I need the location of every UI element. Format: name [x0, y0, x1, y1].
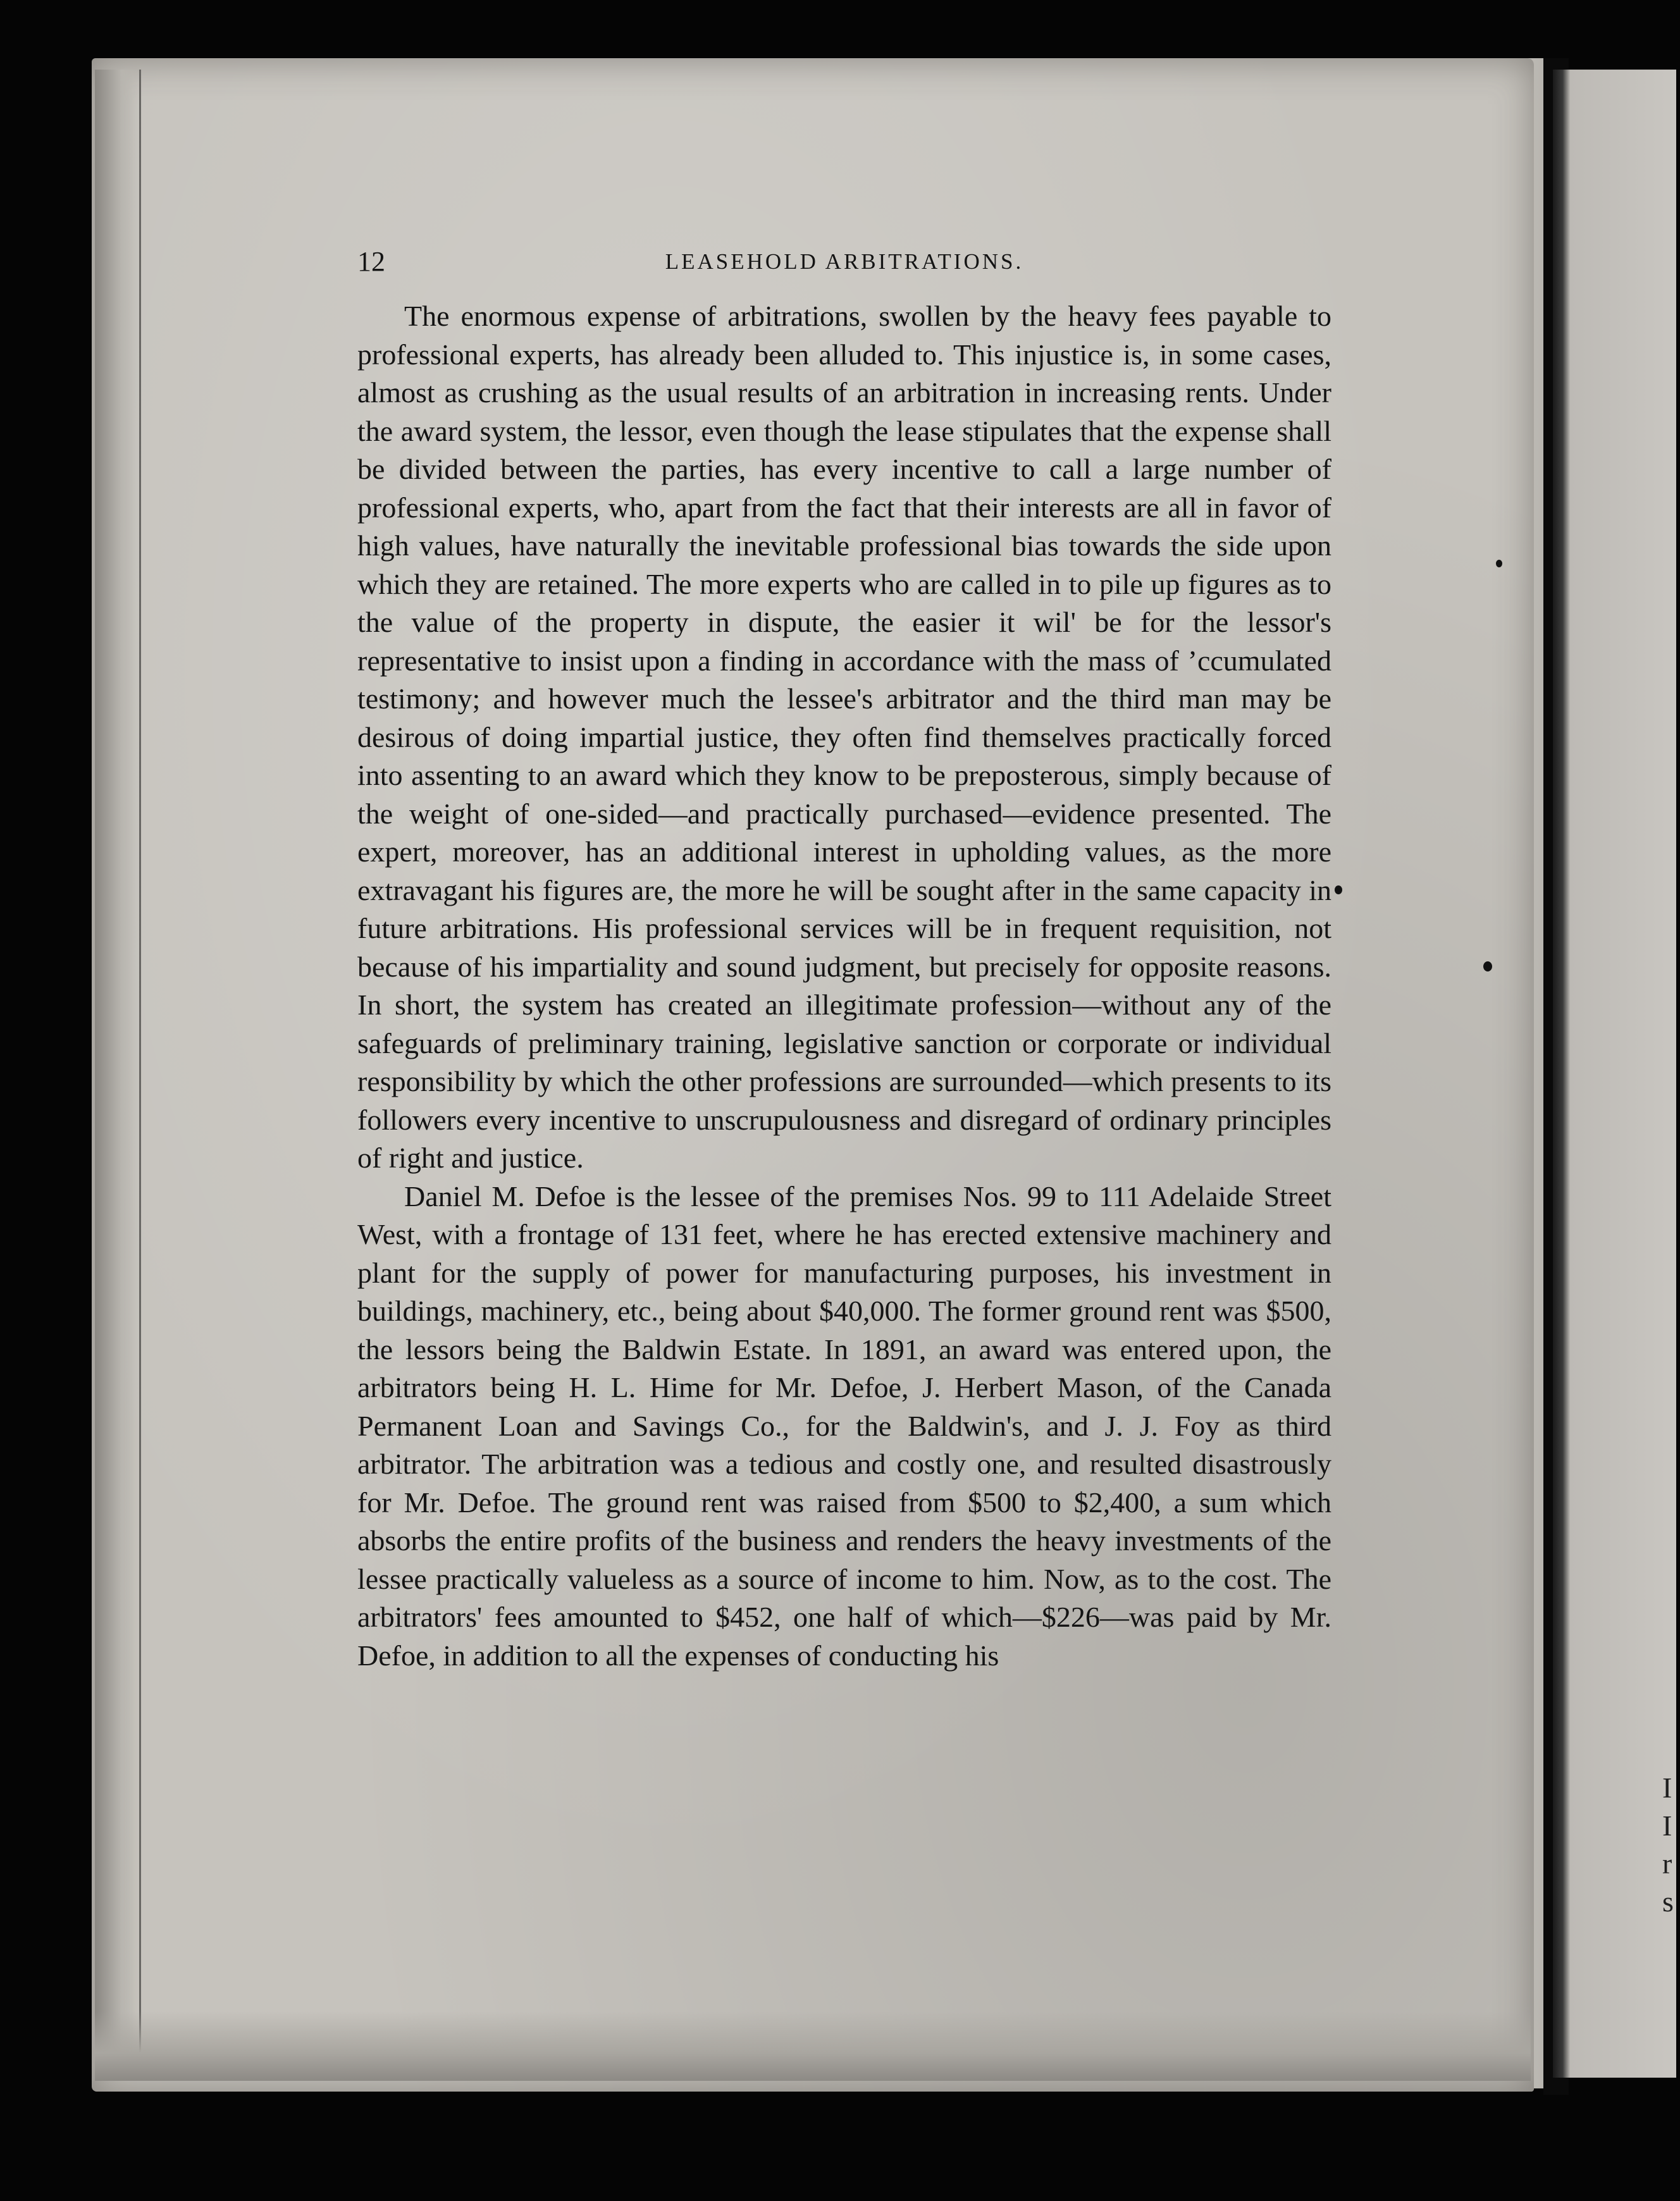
facing-page-letter: s: [1662, 1885, 1674, 1918]
scan-speck: [1496, 560, 1502, 567]
page-worn-bottom: [95, 2011, 1531, 2081]
page-worn-edge: [95, 70, 141, 2075]
facing-page-edge: [1553, 70, 1676, 2078]
body-text: [357, 297, 1331, 1675]
paragraph: The enormous expense of arbitrations, swollen by the heavy fees payable to professional experts, has already been alluded to. This injustice is, in some cases, almost as crushing as the usual results of an arbitration in increasing rents. Under the award system, the lessor, even though the lease stipulates that the expense shall be divided between the parties, has every incentive to call a large number of professional experts, who, apart from the fact that their interests are all in favor of high values, have naturally the inevitable professional bias towards the side upon which they are retained. The more experts who are called in to pile up figures as to the value of the property in dispute, the easier it wil' be for the lessor's representative to insist upon a finding in accordance with the mass of ’ccumulated testimony; and however much the lessee's arbitrator and the third man may be desirous of doing impartial justice, they often find themselves practically forced into assenting to an award which they know to be preposterous, simply because of the weight of one-sided—and practically purchased—evidence presented. The expert, moreover, has an additional interest in upholding values, as the more extravagant his figures are, the more he will be sought after in the same capacity in future arbitrations. His professional services will be in frequent requisition, not because of his impartiality and sound judgment, but precisely for opposite reasons. In short, the system has created an illegitimate profession—without any of the safeguards of preliminary training, legislative sanction or corporate or individual responsibility by which the other professions are surrounded—which presents to its followers every incentive to unscrupulousness and disregard of ordinary principles of right and justice.: [357, 300, 1331, 1174]
page-number: 12: [357, 246, 385, 277]
facing-page-letter: r: [1662, 1847, 1672, 1880]
facing-page-letter: I: [1662, 1772, 1672, 1804]
scan-speck: [1335, 885, 1342, 894]
scan-speck: [1483, 961, 1492, 971]
header-title: LEASEHOLD ARBITRATIONS.: [665, 249, 1024, 274]
paragraph: Daniel M. Defoe is the lessee of the premises Nos. 99 to 111 Adelaide Street West, with a frontage of 131 feet, where he has erected extensive machinery and plant for the supply of power for manufacturing purposes, his investment in buildings, machinery, etc., being about $40,000. The former ground rent was $500, the lessors being the Baldwin Estate. In 1891, an award was entered upon, the arbitrators being H. L. Hime for Mr. Defoe, J. Herbert Mason, of the Canada Permanent Loan and Savings Co., for the Baldwin's, and J. J. Foy as third arbitrator. The arbitration was a tedious and costly one, and resulted disastrously for Mr. Defoe. The ground rent was raised from $500 to $2,400, a sum which absorbs the entire profits of the business and renders the heavy investments of the lessee practically valueless as a source of income to him. Now, as to the cost. The arbitrators' fees amounted to $452, one half of which—$226—was paid by Mr. Defoe, in addition to all the expenses of conducting his: [357, 1180, 1331, 1672]
facing-page-letter: I: [1662, 1810, 1672, 1842]
